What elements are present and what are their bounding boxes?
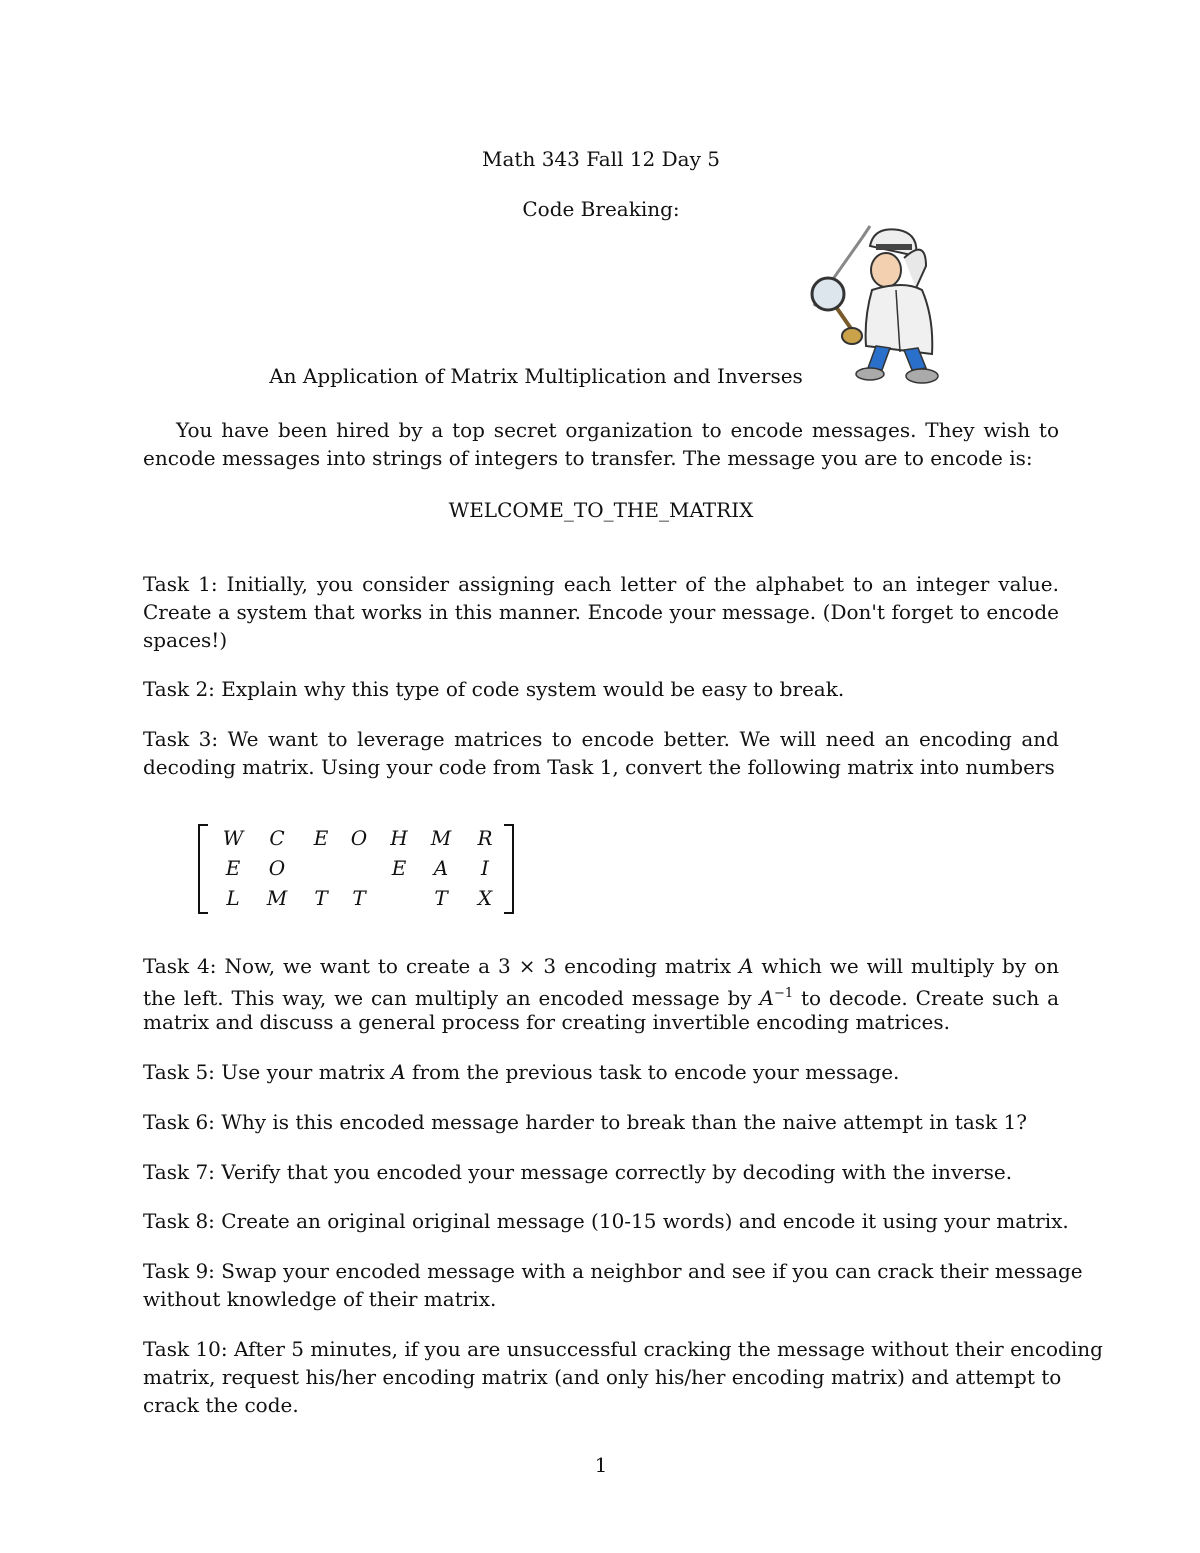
task5-line (143, 1058, 1059, 1086)
page-number: 1 (594, 1453, 608, 1477)
matrix-cell: O (350, 826, 368, 850)
matrix-cell: H (390, 826, 408, 850)
letter-matrix (198, 824, 518, 914)
task8-text: Task 8: Create an original original message (10-15 words) and encode it using your matrix. (143, 1209, 1069, 1233)
matrix-cell: I (481, 856, 489, 880)
task4-text: to decode. Create such a (793, 986, 1059, 1010)
task4-text: Task 4: Now, we want to create a 3 × 3 encoding matrix (143, 954, 739, 978)
matrix-cell: E (225, 856, 241, 880)
task5-text: from the previous task to encode your message. (405, 1060, 900, 1084)
matrix-cell: A (433, 856, 449, 880)
inverse-superscript: −1 (773, 986, 794, 1001)
matrix-cell: E (391, 856, 407, 880)
task4-text: the left. This way, we can multiply an encoded message by (143, 986, 760, 1010)
task4-line-1 (143, 952, 1059, 980)
secret-message: WELCOME_TO_THE_MATRIX (448, 498, 754, 522)
task6-text: Task 6: Why is this encoded message harder to break than the naive attempt in task 1? (143, 1110, 1027, 1134)
matrix-variable: A (738, 954, 754, 978)
matrix-cell: X (477, 886, 493, 910)
matrix-cell: O (268, 856, 286, 880)
intro-line-2: encode messages into strings of integers to transfer. The message you are to encode is: (143, 446, 1033, 470)
task4-line-3: matrix and discuss a general process for creating invertible encoding matrices. (143, 1010, 951, 1034)
matrix-left-bracket (198, 824, 208, 914)
task3-line-2: decoding matrix. Using your code from Task 1, convert the following matrix into numbers (143, 755, 1055, 779)
task10-line-2: matrix, request his/her encoding matrix (and only his/her encoding matrix) and attempt to (143, 1365, 1062, 1389)
matrix-right-bracket (504, 824, 514, 914)
task1-line-2: Create a system that works in this manner. Encode your message. (Don't forget to encode (143, 600, 1059, 624)
matrix-cell: E (313, 826, 329, 850)
matrix-cell: T (434, 886, 448, 910)
inspector-cartoon-image (804, 218, 954, 386)
matrix-cell: C (269, 826, 285, 850)
task7-text: Task 7: Verify that you encoded your message correctly by decoding with the inverse. (143, 1160, 1013, 1184)
document-title: Code Breaking: (522, 197, 680, 221)
task10-line-3: crack the code. (143, 1393, 299, 1417)
course-heading: Math 343 Fall 12 Day 5 (482, 147, 720, 171)
task5-text: Task 5: Use your matrix (143, 1060, 392, 1084)
matrix-cell: R (477, 826, 493, 850)
matrix-cell: M (266, 886, 288, 910)
task9-line-1: Task 9: Swap your encoded message with a neighbor and see if you can crack their message (143, 1259, 1083, 1283)
task10-line-1: Task 10: After 5 minutes, if you are unsuccessful cracking the message without their encoding (143, 1337, 1103, 1361)
intro-line-1: You have been hired by a top secret organization to encode messages. They wish to (176, 418, 1059, 442)
task3-line-1: Task 3: We want to leverage matrices to encode better. We will need an encoding and (143, 727, 1059, 751)
matrix-cell: T (352, 886, 366, 910)
task1-line-3: spaces!) (143, 628, 228, 652)
matrix-variable: A (759, 986, 774, 1010)
document-subtitle: An Application of Matrix Multiplication and Inverses (269, 364, 803, 388)
matrix-cell: T (314, 886, 328, 910)
task1-line-1: Task 1: Initially, you consider assigning each letter of the alphabet to an integer value. (143, 572, 1059, 596)
matrix-cell: W (222, 826, 244, 850)
task2-text: Task 2: Explain why this type of code system would be easy to break. (143, 677, 845, 701)
task9-line-2: without knowledge of their matrix. (143, 1287, 497, 1311)
task4-text: which we will multiply by on (753, 954, 1059, 978)
matrix-cell: L (226, 886, 240, 910)
matrix-variable: A (391, 1060, 406, 1084)
matrix-cell: M (430, 826, 452, 850)
